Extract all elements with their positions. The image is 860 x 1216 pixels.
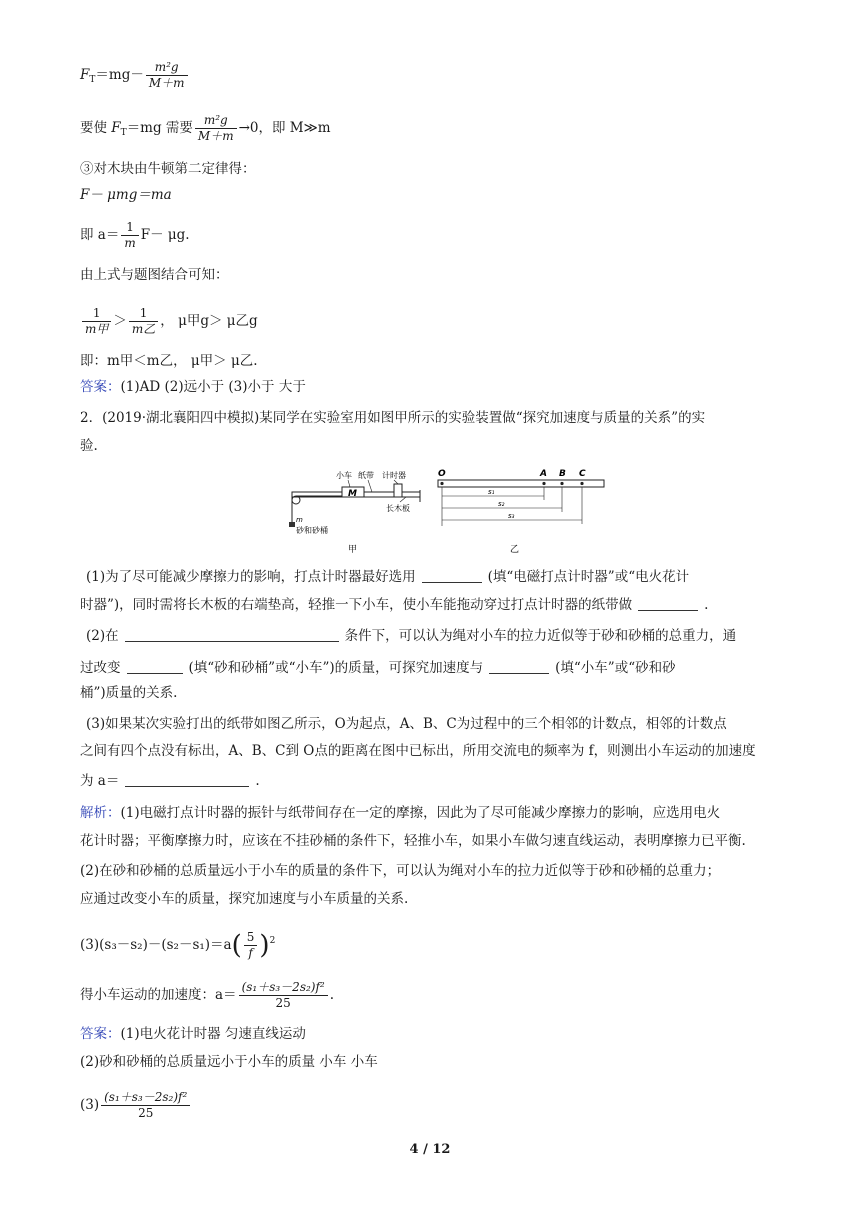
answer2-line1: 答案：(1)电火花计时器 匀速直线运动: [80, 1026, 306, 1042]
answer1: 答案：(1)AD (2)远小于 (3)小于 大于: [80, 379, 306, 395]
result-text: 即：m甲＜m乙， μ甲＞ μ乙.: [80, 353, 258, 369]
analysis-p3-equation: (3)(s₃－s₂)－(s₂－s₁)＝a( $\frac{5}{f}$ )$^2$: [80, 930, 276, 961]
fig-caption-b: 乙: [510, 545, 520, 555]
tape-point-a: A: [540, 469, 547, 479]
q1-blank-1[interactable]: [422, 568, 482, 583]
tape-s2: s₂: [498, 500, 505, 508]
analysis-p2-line1: (2)在砂和砂桶的总质量远小于小车的质量的条件下，可以认为绳对小车的拉力近似等于砂和砂桶的总重力；: [80, 863, 721, 879]
tape-point-b: B: [559, 469, 566, 479]
fig-label-timer: 计时器: [382, 471, 406, 480]
analysis-p1-line2: 花计时器；平衡摩擦力时，应该在不挂砂桶的条件下，轻推小车，如果小车做匀速直线运动，表明摩擦力已平衡.: [80, 833, 746, 849]
q2-blank-1[interactable]: [125, 627, 339, 642]
fig-label-m-big: M: [348, 489, 357, 499]
analysis-result-fraction: $\frac{\text{(s₁＋s₃－2s₂)f²}}{25}$: [239, 980, 328, 1011]
answer2-label: 答案：: [80, 1026, 121, 1042]
tape-point-c: C: [579, 469, 586, 479]
comparison-fraction-1: $\frac{1}{\text{m甲}}$: [82, 306, 111, 337]
fig-label-board: 长木板: [386, 504, 410, 513]
ft-fraction: $\frac{\text{m²g}}{M+m}$: [146, 60, 188, 91]
condition-line: 要使 $F_T=mg$ 需要 $\frac{\text{m²g}}{M+m}$ →0，即 M≫m: [80, 113, 331, 143]
experiment-figure: [282, 466, 612, 558]
ft-subscript: T: [89, 75, 96, 85]
q2-blank-2[interactable]: [127, 659, 183, 674]
page-number: 4 / 12: [409, 1142, 451, 1157]
analysis-p3-fraction: $\frac{5}{f}$: [244, 930, 258, 961]
ft-equation: [80, 60, 190, 91]
q3-line3: 为 a＝ .: [80, 773, 260, 789]
answer2-fraction: $\frac{\text{(s₁＋s₃－2s₂)f²}}{25}$: [101, 1090, 190, 1121]
step3-text: ③对木块由牛顿第二定律得：: [80, 161, 256, 177]
tape-diagram: [438, 469, 604, 555]
fig-label-m-small: m: [296, 516, 303, 524]
question2-header-2: 验.: [80, 438, 98, 454]
newton-equation: F－ μmg＝ma: [80, 187, 172, 203]
answer2-line3: (3) $\frac{\text{(s₁＋s₃－2s₂)f²}}{25}$: [80, 1090, 192, 1121]
q2-blank-3[interactable]: [489, 659, 549, 674]
analysis-p1-line1: 解析：(1)电磁打点计时器的振针与纸带间存在一定的摩擦，因此为了尽可能减少摩擦力的影响，应选用电火: [80, 805, 721, 821]
tape-s3: s₃: [508, 512, 515, 520]
analysis-label: 解析：: [80, 805, 121, 821]
fig-label-car: 小车: [336, 471, 352, 480]
ft-symbol: F: [80, 67, 90, 83]
q3-line1: (3)如果某次实验打出的纸带如图乙所示，O为起点，A、B、C为过程中的三个相邻的计数点，相邻的计数点: [86, 716, 727, 732]
q2-line3: 桶”)质量的关系.: [80, 685, 178, 701]
condition-fraction: $\frac{\text{m²g}}{M+m}$: [195, 113, 237, 144]
apparatus-diagram: [289, 470, 420, 555]
q1-line2: 时器”)，同时需将长木板的右端垫高，轻推一下小车，使小车能拖动穿过打点计时器的纸带做 .: [80, 597, 709, 613]
q2-line1: (2)在 条件下，可以认为绳对小车的拉力近似等于砂和砂桶的总重力，通: [86, 628, 737, 644]
fig-label-tape: 纸带: [358, 471, 374, 480]
comparison-fraction-2: $\frac{1}{\text{m乙}}$: [129, 306, 158, 337]
question2-header: 2．(2019·湖北襄阳四中模拟)某同学在实验室用如图甲所示的实验装置做“探究加速度与质量的关系”的实: [80, 410, 706, 426]
q3-blank[interactable]: [125, 772, 249, 787]
conclude-text: 由上式与题图结合可知：: [80, 267, 229, 283]
q2-line2: 过改变 (填“砂和砂桶”或“小车”)的质量，可探究加速度与 (填“小车”或“砂和砂: [80, 660, 676, 676]
tape-point-o: O: [438, 469, 446, 479]
q1-line1: (1)为了尽可能减少摩擦力的影响，打点计时器最好选用 (填“电磁打点计时器”或“电火花计: [86, 569, 690, 585]
comparison-line: $\frac{1}{\text{m甲}}$ ＞ $\frac{1}{\text{m乙}}$ ， μ甲g＞ μ乙g: [80, 306, 258, 337]
fig-label-sand: 砂和砂桶: [296, 526, 328, 535]
ft-rhs: ＝mg－: [95, 67, 144, 83]
acceleration-fraction: $\frac{1}{m}$: [121, 220, 138, 251]
analysis-p3-result: 得小车运动的加速度：a＝ $\frac{\text{(s₁＋s₃－2s₂)f²}}{25}$ .: [80, 980, 335, 1010]
q1-blank-2[interactable]: [638, 596, 698, 611]
answer2-line2: (2)砂和砂桶的总质量远小于小车的质量 小车 小车: [80, 1054, 378, 1070]
fig-caption-a: 甲: [348, 545, 358, 555]
analysis-p2-line2: 应通过改变小车的质量，探究加速度与小车质量的关系.: [80, 891, 409, 907]
q3-line2: 之间有四个点没有标出，A、B、C到 O点的距离在图中已标出，所用交流电的频率为 f，则测出小车运动的加速度: [80, 743, 756, 759]
acceleration-equation: 即 a＝ $\frac{1}{m}$ F－ μg.: [80, 220, 190, 250]
sand-bucket: [289, 522, 295, 527]
answer-label: 答案：: [80, 379, 121, 395]
tape-s1: s₁: [488, 488, 495, 496]
